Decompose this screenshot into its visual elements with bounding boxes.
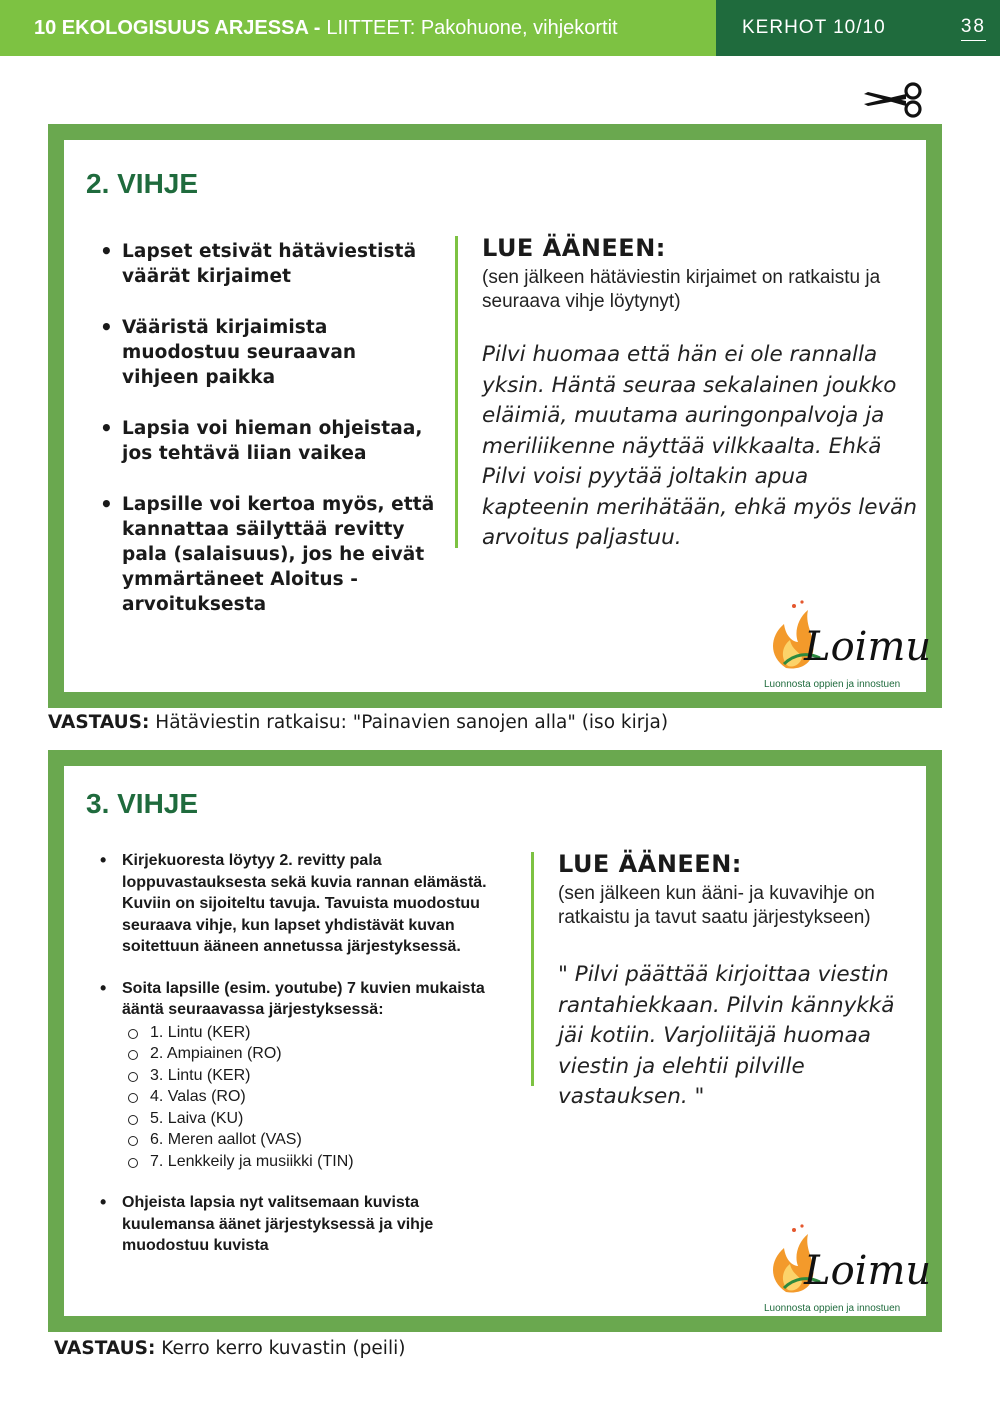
answer-text: Hätäviestin ratkaisu: "Painavien sanojen alla" (iso kirja) xyxy=(155,712,669,733)
column-divider xyxy=(531,852,534,1086)
header-title xyxy=(0,0,716,56)
list-item: • Lapsia voi hieman ohjeistaa, jos tehtävä liian vaikea xyxy=(98,416,438,466)
read-aloud-title: LUE ÄÄNEEN: xyxy=(558,850,742,878)
read-aloud-column xyxy=(482,234,922,554)
section-label: KERHOT 10/10 xyxy=(742,17,886,38)
answer-label: VASTAUS: xyxy=(54,1338,156,1359)
instructions-list xyxy=(98,850,508,1257)
clue-card-3 xyxy=(48,750,942,1332)
instructions-column xyxy=(98,239,438,643)
answer-label: VASTAUS: xyxy=(48,712,150,733)
flame-icon xyxy=(764,598,932,678)
instructions-list xyxy=(98,239,438,617)
read-aloud-text: " Pilvi päättää kirjoittaa viestin rantahiekkaan. Pilvin kännykkä jäi kotiin. Varjoliitäjä huomaa viestin ja elehtii pilville vastauksen. " xyxy=(558,962,895,1109)
logo-wordmark: Loimu xyxy=(804,624,932,670)
read-aloud-column xyxy=(558,850,908,1113)
header-title-rest: LIITTEET: Pakohuone, vihjekortit xyxy=(326,16,618,39)
sound-item: 2. Ampiainen (RO) xyxy=(122,1043,508,1065)
clue-card-2-inner xyxy=(64,140,932,692)
header-section xyxy=(716,0,1000,56)
clue-title: 3. VIHJE xyxy=(86,788,199,819)
sound-item: 5. Laiva (KU) xyxy=(122,1108,508,1130)
list-item xyxy=(98,978,508,1173)
list-item: • Vääristä kirjaimista muodostuu seuraavan vihjeen paikka xyxy=(98,315,438,390)
clue-title: 2. VIHJE xyxy=(86,168,199,199)
header-bar xyxy=(0,0,1000,56)
list-item: • Lapset etsivät hätäviestistä väärät kirjaimet xyxy=(98,239,438,289)
page-number: 38 xyxy=(961,16,986,41)
sound-item: 3. Lintu (KER) xyxy=(122,1065,508,1087)
read-aloud-subtitle: (sen jälkeen kun ääni- ja kuvavihje on ratkaistu ja tavut saatu järjestykseen) xyxy=(558,883,875,928)
scissors-icon xyxy=(862,82,926,118)
clue-card-3-inner xyxy=(64,766,932,1316)
read-aloud-subtitle: (sen jälkeen hätäviestin kirjaimet on ratkaistu ja seuraava vihje löytynyt) xyxy=(482,267,881,312)
read-aloud-text: Pilvi huomaa että hän ei ole rannalla yksin. Häntä seuraa sekalainen joukko eläimiä, muutama auringonpalvoja ja meriliikenne näyttää vilkkaalta. Ehkä Pilvi voisi pyytää joltakin apua kapteenin merihätään, ehkä myös levän arvoitus paljastuu. xyxy=(482,342,917,550)
clue-card-2 xyxy=(48,124,942,708)
list-item: • Ohjeista lapsia nyt valitsemaan kuvista kuulemansa äänet järjestyksessä ja vihje muodostuu kuvista xyxy=(98,1192,508,1257)
logo-wordmark: Loimu xyxy=(804,1248,932,1294)
sound-list xyxy=(122,1022,508,1173)
sound-item: 6. Meren aallot (VAS) xyxy=(122,1129,508,1151)
logo-tagline: Luonnosta oppien ja innostuen xyxy=(764,1303,901,1314)
flame-icon xyxy=(764,1222,932,1302)
list-item: • Lapsille voi kertoa myös, että kannattaa säilyttää revitty pala (salaisuus), jos he eivät ymmärtäneet Aloitus -arvoituksesta xyxy=(98,492,438,617)
list-item-text: Soita lapsille (esim. youtube) 7 kuvien mukaista ääntä seuraavassa järjestyksessä: xyxy=(122,979,485,1018)
sound-item: 7. Lenkkeily ja musiikki (TIN) xyxy=(122,1151,508,1173)
header-title-bold: 10 EKOLOGISUUS ARJESSA - xyxy=(34,16,321,39)
logo-tagline: Luonnosta oppien ja innostuen xyxy=(764,679,901,690)
instructions-column xyxy=(98,850,508,1277)
answer-text: Kerro kerro kuvastin (peili) xyxy=(161,1338,406,1359)
sound-item: 1. Lintu (KER) xyxy=(122,1022,508,1044)
sound-item: 4. Valas (RO) xyxy=(122,1086,508,1108)
answer-line-2 xyxy=(54,1338,405,1359)
read-aloud-title: LUE ÄÄNEEN: xyxy=(482,234,666,262)
list-item: • Kirjekuoresta löytyy 2. revitty pala loppuvastauksesta sekä kuvia rannan elämästä. Kuviin on sijoiteltu tavuja. Tavuista muodostuu seuraava vihje, kun lapset yhdistävät kuvan soitettuun ääneen annetussa järjestyksessä. xyxy=(98,850,508,958)
answer-line-1 xyxy=(48,712,668,733)
loimu-logo xyxy=(764,598,932,690)
column-divider xyxy=(455,236,458,548)
loimu-logo xyxy=(764,1222,932,1314)
